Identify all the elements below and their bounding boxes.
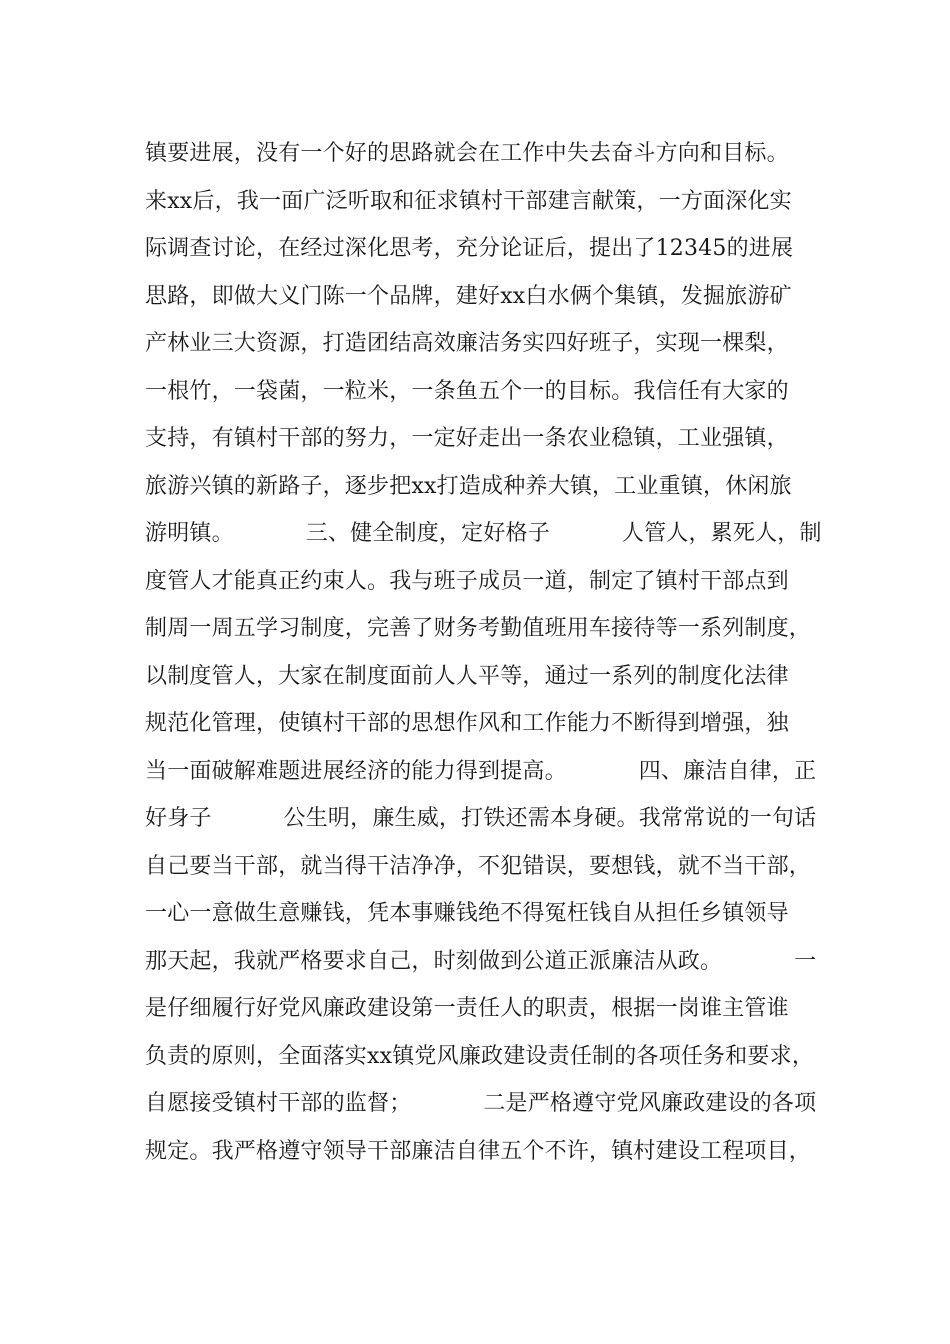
text-line: 自己要当干部，就当得干洁净净，不犯错误，要想钱，就不当干部， [145,853,812,879]
text-line: 制周一周五学习制度，完善了财务考勤值班用车接待等一系列制度， [145,616,812,641]
text-line: 那天起，我就严格要求自己，时刻做到公道正派廉洁从政。 一 [145,948,817,974]
text-line: 一根竹，一袋菌，一粒米，一条鱼五个一的目标。我信任有大家的 [145,378,789,404]
text-line: 支持，有镇村干部的努力，一定好走出一条农业稳镇，工业强镇， [145,426,789,451]
text-line: 规范化管理，使镇村干部的思想作风和工作能力不断得到增强，独 [145,711,789,736]
text-line: 旅游兴镇的新路子，逐步把xx打造成种养大镇，工业重镇，休闲旅 [145,473,792,499]
text-line: 自愿接受镇村干部的监督； 二是严格遵守党风廉政建设的各项 [145,1091,817,1116]
text-line: 际调查讨论，在经过深化思考，充分论证后，提出了12345的进展 [145,236,794,261]
text-line: 以制度管人，大家在制度面前人人平等，通过一系列的制度化法律 [145,663,789,689]
body-text [145,130,835,1175]
text-line: 产林业三大资源，打造团结高效廉洁务实四好班子，实现一棵梨， [145,331,789,356]
text-line: 是仔细履行好党风廉政建设第一责任人的职责，根据一岗谁主管谁 [145,996,789,1021]
text-line: 负责的原则，全面落实xx镇党风廉政建设责任制的各项任务和要求， [145,1043,815,1069]
text-line: 镇要进展，没有一个好的思路就会在工作中失去奋斗方向和目标。 [145,141,789,166]
text-line: 好身子 公生明，廉生威，打铁还需本身硬。我常常说的一句话 [145,806,817,831]
text-line: 游明镇。 三、健全制度，定好格子 人管人，累死人，制 [145,521,822,546]
text-line: 来xx后，我一面广泛听取和征求镇村干部建言献策，一方面深化实 [145,188,792,214]
text-line: 一心一意做生意赚钱，凭本事赚钱绝不得冤枉钱自从担任乡镇领导 [145,901,789,926]
text-line: 度管人才能真正约束人。我与班子成员一道，制定了镇村干部点到 [145,568,789,594]
text-line: 规定。我严格遵守领导干部廉洁自律五个不许，镇村建设工程项目， [145,1138,812,1164]
text-line: 当一面破解难题进展经济的能力得到提高。 四、廉洁自律，正 [145,758,817,784]
text-line: 思路，即做大义门陈一个品牌，建好xx白水俩个集镇，发掘旅游矿 [145,283,792,309]
